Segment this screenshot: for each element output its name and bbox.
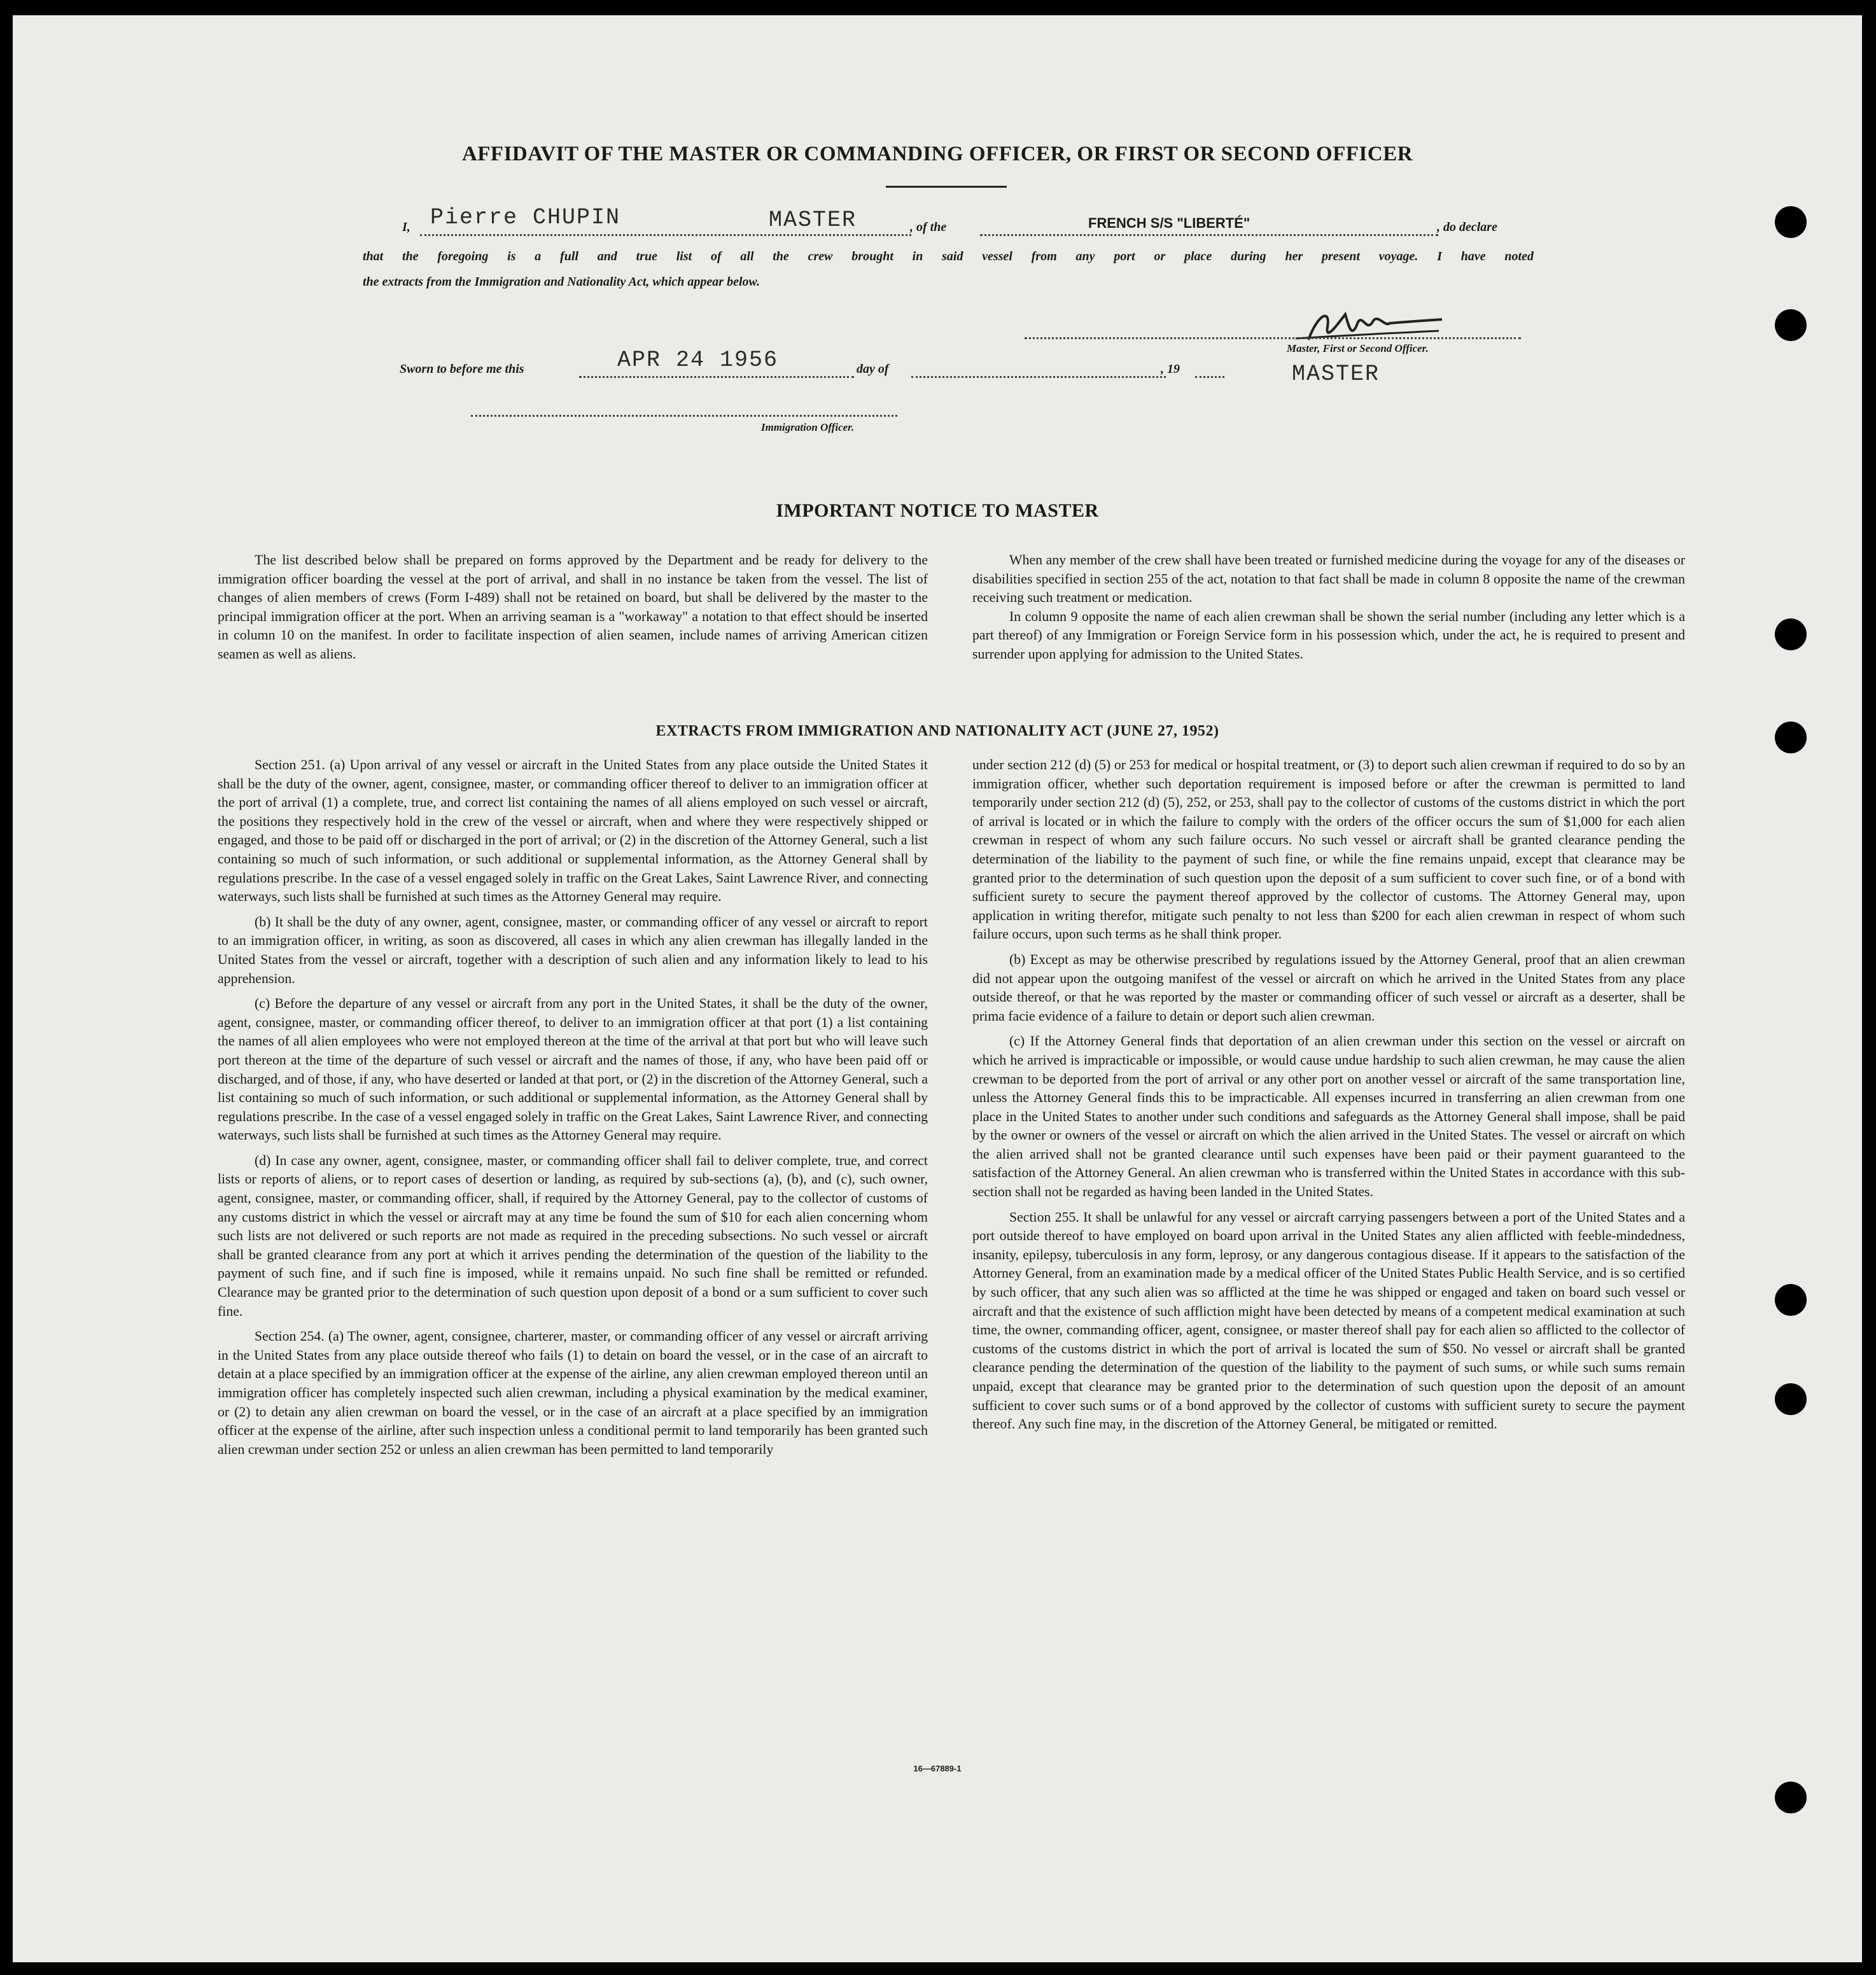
declaration-line-1: that the foregoing is a full and true list of all the crew brought in said vessel from any port or place during her present voyage. I have noted bbox=[363, 249, 1534, 263]
notice-left-column bbox=[218, 551, 928, 664]
notice-title: IMPORTANT NOTICE TO MASTER bbox=[776, 500, 1099, 521]
of-the-label: , of the bbox=[910, 220, 947, 234]
do-declare-label: , do declare bbox=[1437, 220, 1497, 234]
year-field bbox=[1195, 376, 1224, 378]
signature-line bbox=[1025, 337, 1521, 339]
extracts-title: EXTRACTS FROM IMMIGRATION AND NATIONALITY ACT (JUNE 27, 1952) bbox=[655, 723, 1219, 739]
master-rank: MASTER bbox=[769, 207, 857, 233]
immigration-officer-line bbox=[471, 415, 897, 417]
section-251b: (b) It shall be the duty of any owner, agent, consignee, master, or commanding officer of any vessel or aircraft to report to an immigration officer, in writing, as soon as discovered, all cases in which any alien crewman has illegally landed in the United States from the vessel or aircraft, together with a description of such alien and any information likely to lead to his apprehension. bbox=[218, 914, 928, 986]
year-label: , 19 bbox=[1161, 362, 1180, 376]
immigration-officer-caption: Immigration Officer. bbox=[761, 421, 855, 433]
affidavit-title: AFFIDAVIT OF THE MASTER OR COMMANDING OFFICER, OR FIRST OR SECOND OFFICER bbox=[461, 143, 1413, 165]
document-page bbox=[13, 15, 1862, 1962]
section-251c: (c) Before the departure of any vessel or aircraft from any port in the United States, it shall be the duty of the owner, agent, consignee, master, or commanding officer thereof, to deliver to an immigration officer at that port (1) a list containing the names of all alien employees who were not employed thereon at the time of the arrival at that port but who will leave such port thereon at the time of the departure of such vessel or aircraft and the names of those, if any, who have been paid off or discharged, and of those, if any, who have deserted or landed at that port, or (2) in the discretion of the Attorney General, such a list containing so much of such information, or such additional or supplemental information, as the Attorney General shall by regulations prescribe. In the case of a vessel engaged solely in traffic on the Great Lakes, Saint Lawrence River, and connecting waterways, such lists shall be furnished at such times as the Attorney General may require. bbox=[218, 996, 928, 1143]
form-number: 16—67889-1 bbox=[913, 1764, 962, 1773]
vessel-field bbox=[980, 234, 1438, 236]
section-255: Section 255. It shall be unlawful for any vessel or aircraft carrying passengers between a port of the United States and a port outside thereof to have employed on board upon arrival in the United States any alien afflicted with feeble-mindedness, insanity, epilepsy, tuberculosis in any form, leprosy, or any dangerous contagious disease. If it appears to the satisfaction of the Attorney General, from an examination made by a medical officer of the United States Public Health Service, and is so certified by such officer, that any such alien was so afflicted at the time he was shipped or engaged and taken on board such vessel or aircraft and that the existence of such affliction might have been detected by means of a competent medical examination at such time, the owner, commanding officer, agent, consignee, or master thereof shall pay for each alien so afflicted to the collector of customs of the customs district in which the port of arrival is located the sum of $50. No vessel or aircraft shall be granted clearance pending the determination of the question of the liability to the payment of such sums, or while such sums remain unpaid, except that clearance may be granted prior to the determination of such question upon the deposit of an amount sufficient to cover such sums or of a bond approved by the collector of customs with sufficient surety to secure the payment thereof. Any such fine may, in the discretion of the Attorney General, be mitigated or remitted. bbox=[972, 1209, 1685, 1432]
vessel-name: FRENCH S/S "LIBERTÉ" bbox=[1088, 215, 1250, 231]
title-divider bbox=[886, 186, 1007, 188]
section-254a-cont: under section 212 (d) (5) or 253 for medical or hospital treatment, or (3) to deport such alien crewman if required to do so by an immigration officer, whether such deportation requirement is imposed before or after the crewman is permitted to land temporarily under section 212 (d) (5), 252, or 253, shall pay to the collector of customs of the customs district in which the port of arrival is located or in which the failure to comply with the orders of the officer occurs the sum of $1,000 for each alien crewman in respect of whom any such failure occurs. No such vessel or aircraft shall be granted clearance pending the determination of the liability to the payment of such fine, or while the fine remains unpaid, except that clearance may be granted prior to the determination of such question upon the deposit of a sum sufficient to cover such fine, or of a bond with sufficient surety to secure the payment thereof approved by the collector of customs. The Attorney General may, upon application in writing therefor, mitigate such penalty to not less than $200 for each alien crewman in respect of whom such failure occurs, upon such terms as he shall think proper. bbox=[972, 757, 1685, 942]
month-field bbox=[911, 376, 1166, 378]
extracts-left-column bbox=[218, 756, 928, 1465]
section-254b: (b) Except as may be otherwise prescribed by regulations issued by the Attorney General, proof that an alien crewman did not appear upon the outgoing manifest of the vessel or aircraft on which he arrived in the United States from any place outside thereof, or that he was reported by the master or commanding officer of such vessel or aircraft as a deserter, shall be prima facie evidence of a failure to detain or deport such alien crewman. bbox=[972, 951, 1685, 1024]
extracts-right-column bbox=[972, 756, 1685, 1441]
section-251d: (d) In case any owner, agent, consignee, master, or commanding officer shall fail to deliver complete, true, and correct lists or reports of aliens, or to report cases of desertion or landing, as required by sub-sections (a), (b), and (c), such owner, agent, consignee, master, or commanding officer, shall, if required by the Attorney General, pay to the collector of customs of any customs district in which the vessel or aircraft may at any time be found the sum of $10 for each alien concerning whom such lists are not delivered or such reports are not made as required in the preceding subsections. No such vessel or aircraft shall be granted clearance from any port at which it arrives pending the determination of the question of the liability to the payment of such fine, and if such fine is imposed, while it remains unpaid. No such fine shall be remitted or refunded. Clearance may be granted prior to the determination of such question upon deposit of a bond or a sum sufficient to cover such fine. bbox=[218, 1152, 928, 1319]
binder-hole bbox=[1775, 618, 1807, 650]
binder-hole bbox=[1775, 722, 1807, 753]
sworn-date-field bbox=[579, 376, 854, 378]
binder-hole bbox=[1775, 1383, 1807, 1415]
i-label: I, bbox=[402, 220, 410, 234]
master-name: Pierre CHUPIN bbox=[430, 205, 621, 230]
section-254a: Section 254. (a) The owner, agent, consignee, charterer, master, or commanding officer of any vessel or aircraft arriving in the United States from any place outside thereof who fails (1) to detain on board the vessel, or in the case of an aircraft to detain at a place specified by an immigration officer at the expense of the airline, any alien crewman employed thereon until an immigration officer has completely inspected such alien crewman, including a physical examination by the medical examiner, or (2) to detain any alien crewman on board the vessel, or in the case of an aircraft at a place specified by an immigration officer at the expense of the airline, after such inspection unless a conditional permit to land temporarily has been granted such alien crewman under section 252 or unless an alien crewman has been permitted to land temporarily bbox=[218, 1329, 928, 1457]
section-254c: (c) If the Attorney General finds that deportation of an alien crewman under this section on the vessel or aircraft on which he arrived is impracticable or impossible, or would cause undue hardship to such alien crewman, he may cause the alien crewman to be deported from the port of arrival or any other port on another vessel or aircraft of the same transportation line, unless the Attorney General finds this to be impracticable. All expenses incurred in transferring an alien crewman from one place in the United States to another under such conditions and safeguards as the Attorney General shall impose, shall be paid by the owner or owners of the vessel or aircraft on which the alien arrived in the United States. The vessel or aircraft on which the alien arrived shall not be granted clearance until such expenses have been paid or their payment guaranteed to the satisfaction of the Attorney General. An alien crewman who is transferred within the United States in accordance with this sub-section shall not be regarded as having been landed in the United States. bbox=[972, 1033, 1685, 1200]
sworn-date: APR 24 1956 bbox=[617, 347, 779, 373]
binder-hole bbox=[1775, 1782, 1807, 1813]
binder-hole bbox=[1775, 1284, 1807, 1316]
declaration-line-2: the extracts from the Immigration and Nationality Act, which appear below. bbox=[363, 275, 760, 289]
binder-hole bbox=[1775, 309, 1807, 341]
binder-hole bbox=[1775, 206, 1807, 238]
signature-caption: Master, First or Second Officer. bbox=[1287, 342, 1429, 354]
signer-title: MASTER bbox=[1292, 361, 1380, 387]
notice-paragraph: In column 9 opposite the name of each alien crewman shall be shown the serial number (including any letter which is a part thereof) of any Immigration or Foreign Service form in his possession which, under the act, he is required to present and surrender upon applying for admission to the United States. bbox=[972, 608, 1685, 662]
section-251a: Section 251. (a) Upon arrival of any vessel or aircraft in the United States from any place outside the United States it shall be the duty of the owner, agent, consignee, master, or commanding officer thereof to deliver to an immigration officer at the port of arrival (1) a complete, true, and correct list containing the names of all aliens employed on such vessel or aircraft, the positions they respectively hold in the crew of the vessel or aircraft, when and where they were respectively shipped or engaged, and those to be paid off or discharged in the port of arrival; or (2) in the discretion of the Attorney General, such a list containing so much of such information, or such additional or supplemental information, as the Attorney General shall by regulations prescribe. In the case of a vessel engaged solely in traffic on the Great Lakes, Saint Lawrence River, and connecting waterways, such lists shall be furnished at such times as the Attorney General may require. bbox=[218, 757, 928, 905]
sworn-label: Sworn to before me this bbox=[400, 362, 524, 376]
notice-paragraph: The list described below shall be prepared on forms approved by the Department and be ready for delivery to the immigration officer boarding the vessel at the port of arrival, and shall in no instance be taken from the vessel. The list of changes of alien members of crews (Form I-489) shall not be retained on board, but shall be delivered by the master to the principal immigration officer at the port. When an arriving seaman is a "workaway" a notation to that effect should be inserted in column 10 on the manifest. In order to facilitate inspection of alien seamen, include names of arriving American citizen seamen as well as aliens. bbox=[218, 552, 928, 662]
notice-paragraph: When any member of the crew shall have been treated or furnished medicine during the voyage for any of the diseases or disabilities specified in section 255 of the act, notation to that fact shall be made in column 8 opposite the name of the crewman receiving such treatment or medication. bbox=[972, 552, 1685, 606]
day-of-label: day of bbox=[857, 362, 889, 376]
name-rank-field bbox=[420, 234, 911, 236]
notice-right-column bbox=[972, 551, 1685, 664]
